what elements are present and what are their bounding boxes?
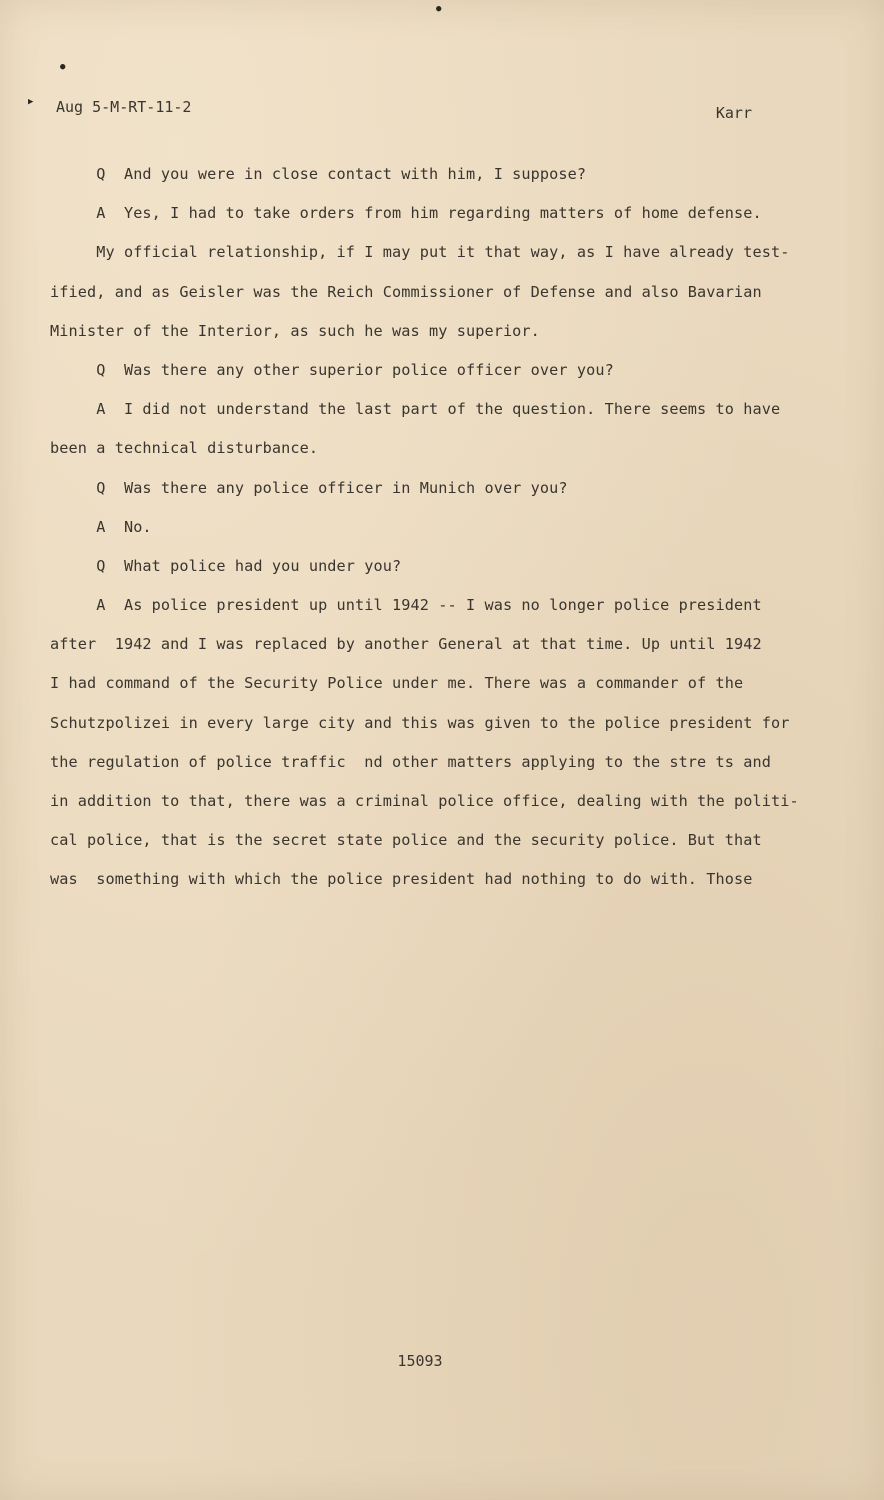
text-line: Schutzpolizei in every large city and this was given to the police president for <box>50 713 790 732</box>
text-line: I had command of the Security Police under me. There was a commander of the <box>50 674 744 693</box>
text-line: was something with which the police president had nothing to do with. Those <box>50 870 753 889</box>
punch-mark-left: ● <box>60 62 66 72</box>
text-line: in addition to that, there was a criminal police office, dealing with the politi- <box>50 792 799 810</box>
punch-mark-top: ● <box>436 4 442 14</box>
page-header <box>56 98 752 122</box>
text-line: Minister of the Interior, as such he was my superior. <box>50 321 540 340</box>
text-line: A As police president up until 1942 -- I was no longer police president <box>50 596 762 615</box>
text-line: A Yes, I had to take orders from him regarding matters of home defense. <box>50 204 762 223</box>
text-line: ified, and as Geisler was the Reich Commissioner of Defense and also Bavarian <box>50 282 762 301</box>
text-line: cal police, that is the secret state police and the security police. But that <box>50 831 762 850</box>
transcript-body <box>50 155 840 900</box>
text-line: A I did not understand the last part of the question. There seems to have <box>50 400 781 419</box>
document-reference: Aug 5-M-RT-11-2 <box>56 98 192 116</box>
text-line: My official relationship, if I may put it that way, as I have already test- <box>50 243 790 262</box>
page-number: 15093 <box>397 1352 443 1370</box>
margin-arrow-mark: ▶ <box>28 97 34 107</box>
text-line: Q Was there any other superior police officer over you? <box>50 360 614 379</box>
text-line: Q And you were in close contact with him, I suppose? <box>50 165 587 183</box>
speaker-name: Karr <box>715 104 752 122</box>
text-line: A No. <box>50 517 152 536</box>
text-line: been a technical disturbance. <box>50 439 319 458</box>
text-line: Q What police had you under you? <box>50 556 402 575</box>
text-line: Q Was there any police officer in Munich over you? <box>50 478 568 497</box>
text-line: after 1942 and I was replaced by another General at that time. Up until 1942 <box>50 635 762 654</box>
text-line: the regulation of police traffic nd other matters applying to the stre ts and <box>50 752 772 771</box>
